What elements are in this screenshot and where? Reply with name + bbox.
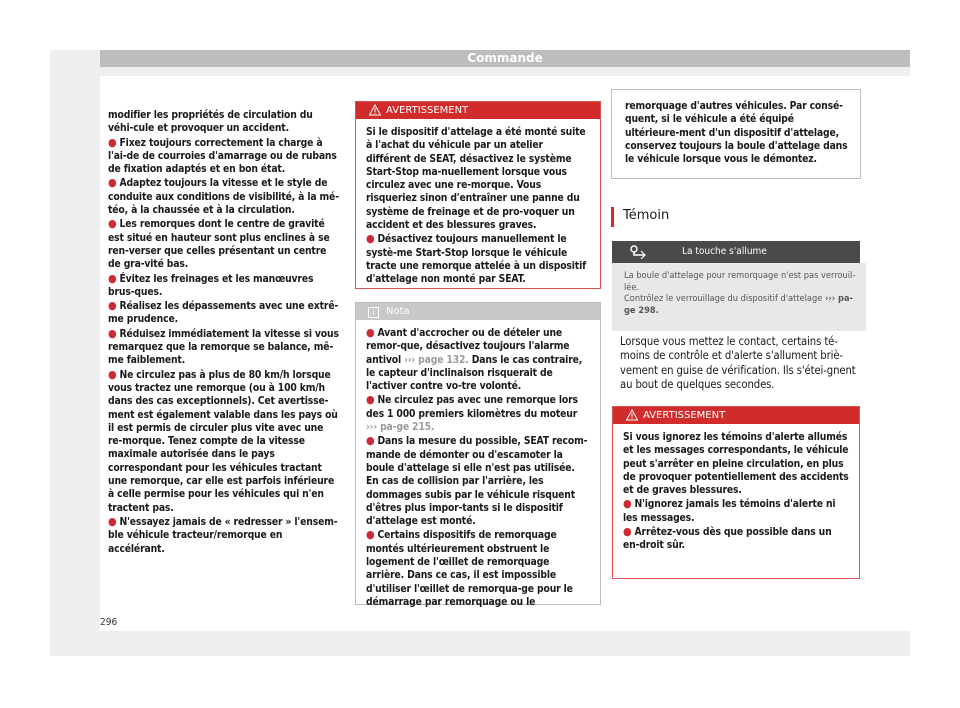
warning-header (613, 407, 859, 424)
warning-header (356, 102, 600, 119)
bullet-icon: ● (623, 497, 632, 511)
page-link[interactable]: ››› pa-ge 298. (624, 293, 853, 317)
indicator-title: La touche s'allume (682, 246, 767, 257)
bullet-icon: ● (108, 299, 117, 313)
tow-hitch-icon (629, 245, 649, 259)
bullet-icon: ● (623, 525, 632, 539)
list-item: ● Certains dispositifs de remorquage montés ultérieurement obstruent le logement de l'œillet de remorquage arrière. Dans ce cas, il est impossible d'utiliser l'œillet de remorqua-ge pour le démarrage par remorquage ou le (366, 528, 573, 608)
warning-paragraph: Si vous ignorez les témoins d'alerte allumés et les messages correspondants, le véhicule peut s'arrêter en pleine circulation, en plus de provoquer potentiellement des accidents et de graves blessures. (623, 431, 849, 497)
warning-box-right (612, 406, 860, 579)
page-link[interactable]: ››› pa-ge 215. (366, 421, 435, 434)
warning-title: AVERTISSEMENT (643, 410, 726, 421)
bullet-icon: ● (366, 528, 375, 542)
bullet-icon: ● (108, 176, 117, 190)
left-column (108, 109, 340, 556)
warning-box-middle (355, 101, 601, 289)
page-header: Commande (100, 50, 910, 67)
list-item: ● Réalisez les dépassements avec une extrê-me prudence. (108, 299, 339, 326)
bullet-icon: ● (366, 326, 375, 339)
continued-text: remorquage d'autres véhicules. Par consé-quent, si le véhicule a été équipé ultérieure-ment d'un dispositif d'attelage, conservez toujours la boule d'attelage dans le véhicule lorsque vous le démontez. (625, 100, 848, 166)
list-item: ● Évitez les freinages et les manœuvres brus-ques. (108, 271, 314, 298)
list-item: ● Arrêtez-vous dès que possible dans un en-droit sûr. (623, 525, 832, 552)
bullet-icon: ● (108, 514, 117, 528)
list-item: ● Adaptez toujours la vitesse et le style de conduite aux conditions de visibilité, à la mé-téo, à la chaussée et à la circulation. (108, 176, 339, 217)
warning-triangle-icon (626, 409, 638, 421)
list-item: ● Avant d'accrocher ou de dételer une remor-que, désactivez toujours l'alarme antivol ››› page 132. Dans le cas contraire, le capteur d'inclinaison risquerait de l'activer contre vo-tre volonté. (366, 326, 583, 393)
bullet-icon: ● (108, 326, 117, 340)
indicator-paragraph: Lorsque vous mettez le contact, certains té-moins de contrôle et d'alerte s'allument briè-vement en guise de vérification. Ils s'étei-gnent au bout de quelques secondes. (620, 335, 856, 391)
continued-note-box (611, 89, 861, 179)
note-header (356, 303, 600, 320)
list-item: ● Ne circulez pas à plus de 80 km/h lorsque vous tractez une remorque (ou à 100 km/h dans des cas exceptionnels). Cet avertisse-ment est également valable dans les pays où il est permis de circuler plus vite avec une re-morque. Tenez compte de la vitesse maximale autorisée dans le pays correspondant pour les véhicules tractant une remorque, car elle est parfois inférieure à celle permise pour les véhicules qui n'en tractent pas. (108, 367, 338, 514)
bullet-icon: ● (366, 232, 375, 246)
info-icon: i (368, 307, 379, 318)
left-lead: modifier les propriétés de circulation du véhi-cule et provoquer un accident. (108, 109, 313, 135)
list-item: ● N'essayez jamais de « redresser » l'ensem-ble véhicule tracteur/remorque en accélérant. (108, 514, 338, 555)
warning-title: AVERTISSEMENT (386, 105, 469, 116)
list-item: ● Désactivez toujours manuellement le systè-me Start-Stop lorsque le véhicule tracte une remorque attelée à un dispositif d'attelage non monté par SEAT. (366, 232, 586, 286)
list-item: ● Réduisez immédiatement la vitesse si vous remarquez que la remorque se balance, mê-me faiblement. (108, 326, 339, 367)
note-title: Nota (386, 306, 410, 317)
bullet-icon: ● (108, 367, 117, 381)
note-box (355, 302, 601, 608)
list-item: ● Ne circulez pas avec une remorque lors des 1 000 premiers kilomètres du moteur ››› pa-ge 215. (366, 393, 578, 434)
indicator-header (612, 241, 860, 263)
list-item: ● Les remorques dont le centre de gravité est situé en hauteur sont plus enclines à se ren-verser que celles présentant un centre de gra-vité bas. (108, 217, 330, 271)
bullet-icon: ● (108, 135, 117, 149)
bullet-icon: ● (366, 393, 375, 407)
indicator-line-2: Contrôlez le verrouillage du dispositif d'attelage ››› pa-ge 298. (624, 293, 853, 317)
bullet-icon: ● (366, 434, 375, 448)
indicator-body (612, 263, 866, 331)
warning-paragraph: Si le dispositif d'attelage a été monté suite à l'achat du véhicule par un atelier différent de SEAT, désactivez le système Start-Stop ma-nuellement lorsque vous circulez avec une re-morque. Vous risqueriez sinon d'entraîner une panne du système de freinage et de pro-voquer un accident et des blessures graves. (366, 126, 586, 232)
warning-triangle-icon (369, 104, 381, 116)
page-link[interactable]: ››› page 132. (404, 353, 469, 366)
list-item: ● Dans la mesure du possible, SEAT recom-mande de démonter ou d'escamoter la boule d'attelage si elle n'est pas utilisée. En cas de collision par l'arrière, les dommages subis par le véhicule risquent d'êtres plus impor-tants si le dispositif d'attelage est monté. (366, 434, 588, 528)
section-marker (611, 207, 614, 227)
section-title: Témoin (623, 208, 670, 223)
page-number: 296 (100, 617, 118, 628)
list-item: ● N'ignorez jamais les témoins d'alerte ni les messages. (623, 497, 836, 524)
bullet-icon: ● (108, 217, 117, 231)
indicator-line-1: La boule d'attelage pour remorquage n'est pas verrouil-lée. (624, 270, 856, 293)
bullet-icon: ● (108, 271, 117, 285)
list-item: ● Fixez toujours correctement la charge à l'ai-de de courroies d'amarrage ou de rubans de fixation adaptés et en bon état. (108, 135, 337, 176)
